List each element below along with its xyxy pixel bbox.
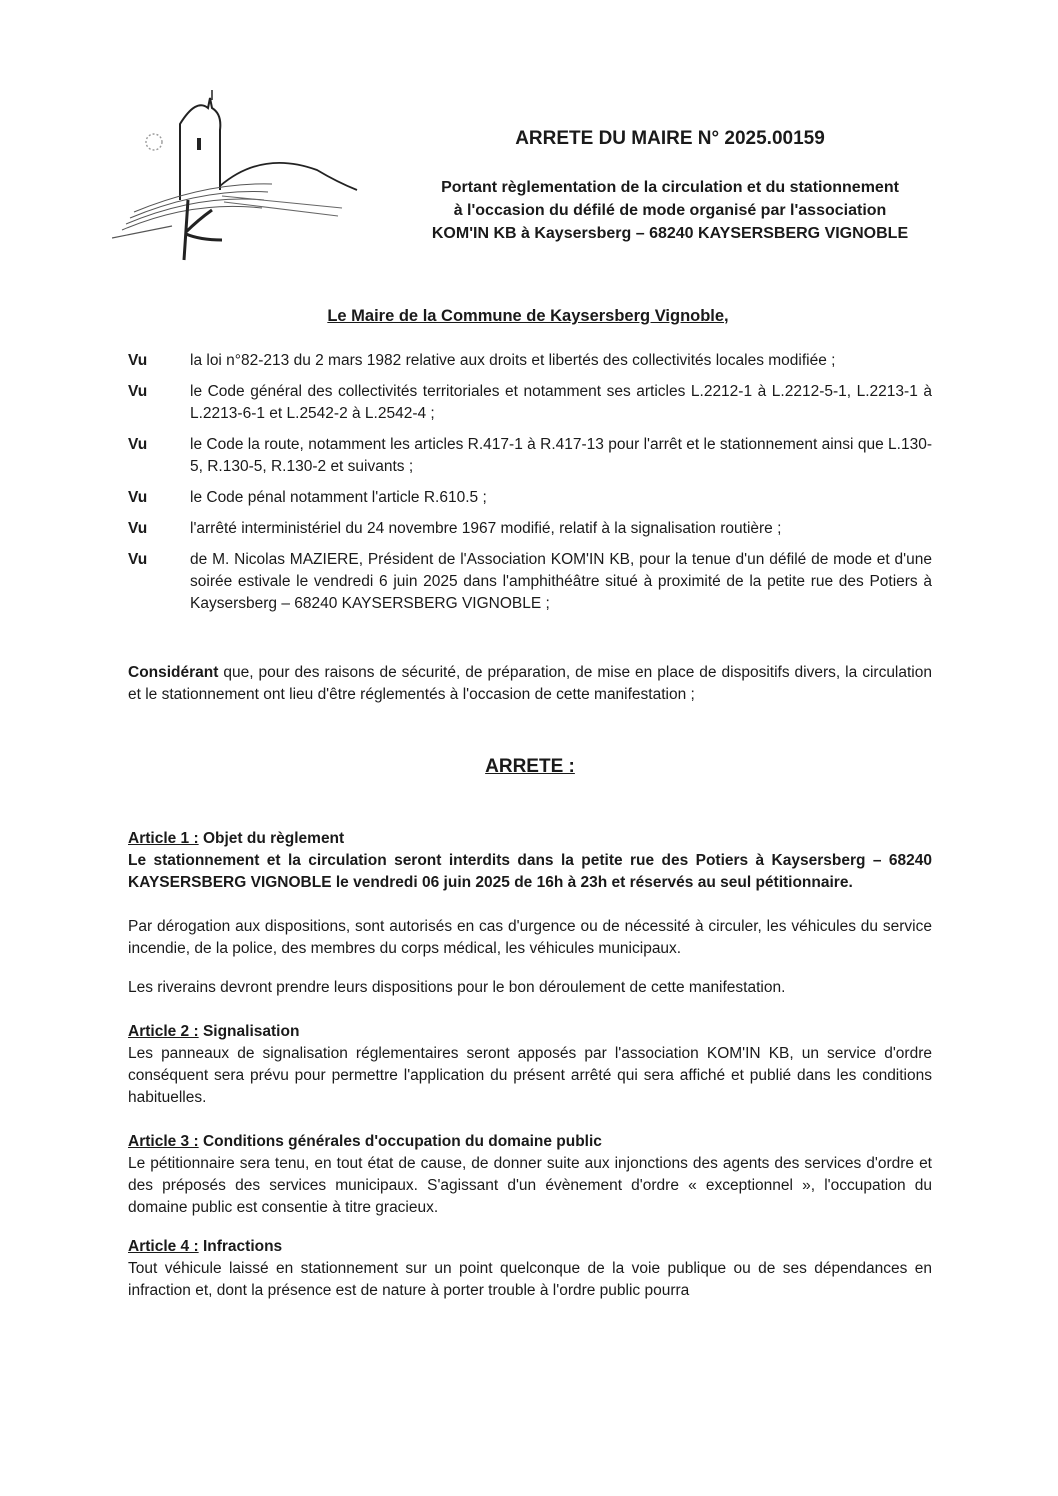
municipality-logo <box>112 90 362 270</box>
article-4-heading <box>128 1236 932 1258</box>
article-1-number: Article 1 : <box>128 830 199 847</box>
mayor-heading: Le Maire de la Commune de Kaysersberg Vignoble, <box>327 307 729 325</box>
vu-text: le Code général des collectivités territoriales et notamment ses articles L.2212-1 à L.2212-5-1, L.2213-1 à L.2213-6-1 et L.2542-2 à L.2542-4 ; <box>190 383 932 422</box>
article-2-title: Signalisation <box>198 1023 300 1040</box>
vu-item <box>128 549 932 615</box>
article-2-heading <box>128 1021 932 1043</box>
vu-label: Vu <box>128 436 148 453</box>
article-1-title: Objet du règlement <box>198 830 345 847</box>
vu-item <box>128 350 932 372</box>
article-2-text: Les panneaux de signalisation réglementaires seront apposés par l'association KOM'IN KB, un service d'ordre conséquent sera prévu pour permettre l'application du présent arrêté qui sera affiché et publié dans les conditions habituelles. <box>128 1045 932 1106</box>
considerant-paragraph <box>128 662 932 706</box>
vu-label: Vu <box>128 489 148 506</box>
considerant-text: que, pour des raisons de sécurité, de préparation, de mise en place de dispositifs divers, la circulation et le stationnement ont lieu d'être réglementés à l'occasion de cette manifestation ; <box>128 664 932 703</box>
article-4-text: Tout véhicule laissé en stationnement sur un point quelconque de la voie publique ou de ses dépendances en infraction et, dont la présence est de nature à porter trouble à l'ordre public pourra <box>128 1260 932 1299</box>
vu-list <box>128 350 932 624</box>
vu-label: Vu <box>128 352 148 369</box>
article-4-title: Infractions <box>198 1238 283 1255</box>
vu-text: l'arrêté interministériel du 24 novembre 1967 modifié, relatif à la signalisation routière ; <box>190 520 782 537</box>
decree-title: ARRETE DU MAIRE N° 2025.00159 <box>515 128 825 149</box>
church-logo-icon <box>112 90 362 270</box>
articles <box>128 828 932 1302</box>
article-2-number: Article 2 : <box>128 1023 199 1040</box>
decree-subtitle <box>370 176 970 245</box>
article-1-derogation: Par dérogation aux dispositions, sont autorisés en cas d'urgence ou de nécessité à circuler, les véhicules du service incendie, de la police, des membres du corps médical, les véhicules municipaux. <box>128 918 932 957</box>
vu-text: de M. Nicolas MAZIERE, Président de l'Association KOM'IN KB, pour la tenue d'un défilé de mode et d'une soirée estivale le vendredi 6 juin 2025 dans l'amphithéâtre situé à proximité de la petite rue des Potiers à Kaysersberg – 68240 KAYSERSBERG VIGNOBLE ; <box>190 551 932 612</box>
vu-item <box>128 434 932 478</box>
article-1-main-text: Le stationnement et la circulation seront interdits dans la petite rue des Potiers à Kaysersberg – 68240 KAYSERSBERG VIGNOBLE le vendredi 06 juin 2025 de 16h à 23h et réservés au seul pétitionnaire. <box>128 852 932 891</box>
considerant-lead: Considérant <box>128 664 219 681</box>
subtitle-line: à l'occasion du défilé de mode organisé par l'association <box>453 202 887 219</box>
article-4-number: Article 4 : <box>128 1238 199 1255</box>
vu-label: Vu <box>128 520 148 537</box>
article-3-title: Conditions générales d'occupation du domaine public <box>198 1133 602 1150</box>
subtitle-line: KOM'IN KB à Kaysersberg – 68240 KAYSERSBERG VIGNOBLE <box>431 225 909 242</box>
vu-item <box>128 487 932 509</box>
vu-text: le Code la route, notamment les articles R.417-1 à R.417-13 pour l'arrêt et le stationnement ainsi que L.130-5, R.130-5, R.130-2 et suivants ; <box>190 436 932 475</box>
vu-item <box>128 381 932 425</box>
vu-text: le Code pénal notamment l'article R.610.5 ; <box>190 489 487 506</box>
vu-text: la loi n°82-213 du 2 mars 1982 relative aux droits et libertés des collectivités locales modifiée ; <box>190 352 836 369</box>
article-1-heading <box>128 828 932 850</box>
subtitle-line: Portant règlementation de la circulation et du stationnement <box>441 179 899 196</box>
vu-item <box>128 518 932 540</box>
article-3-text: Le pétitionnaire sera tenu, en tout état de cause, de donner suite aux injonctions des agents des services d'ordre et des préposés des services municipaux. S'agissant d'un évènement d'ordre « exceptionnel », l'occupation du domaine public est consentie à titre gracieux. <box>128 1155 932 1216</box>
article-3-number: Article 3 : <box>128 1133 199 1150</box>
article-1-riverains: Les riverains devront prendre leurs dispositions pour le bon déroulement de cette manifestation. <box>128 979 786 996</box>
arrete-heading: ARRETE : <box>485 756 575 777</box>
vu-label: Vu <box>128 383 148 400</box>
article-3-heading <box>128 1131 932 1153</box>
vu-label: Vu <box>128 551 148 568</box>
